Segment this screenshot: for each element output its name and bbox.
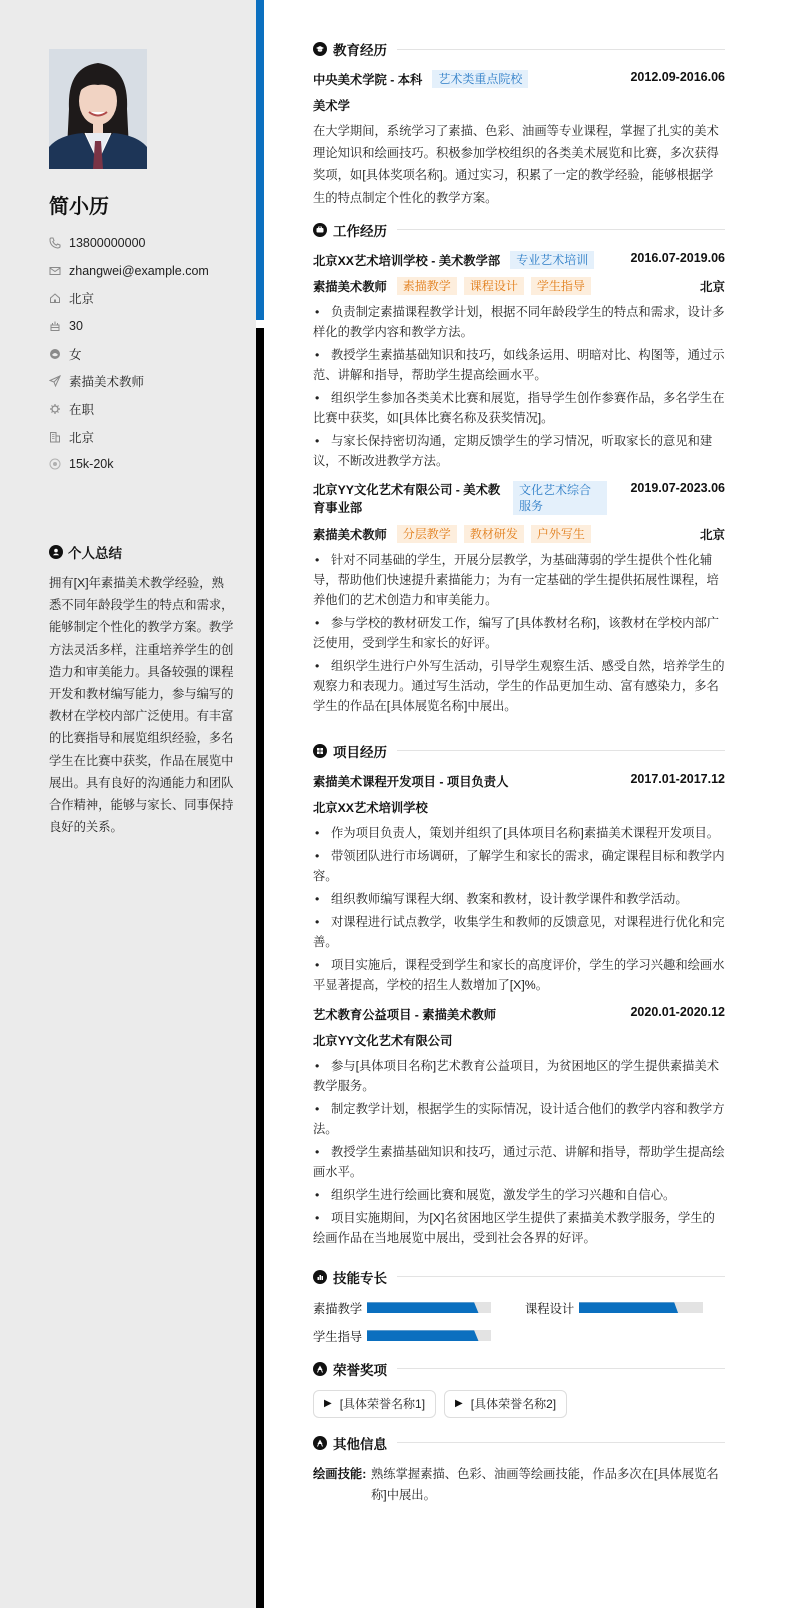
honors-heading (313, 1358, 725, 1380)
project-entry (313, 772, 725, 995)
honors-title: 荣誉奖项 (333, 1362, 387, 1378)
job-date: 2016.07-2019.06 (630, 250, 725, 265)
position-value: 素描美术教师 (69, 375, 145, 390)
project-name: 素描美术课程开发项目 - 项目负责人 (313, 774, 509, 789)
info-icon (313, 1436, 327, 1450)
skill-label: 学生指导 (313, 1329, 363, 1344)
skill-bar (579, 1302, 703, 1313)
section-rule (397, 49, 725, 50)
gender-icon (49, 348, 61, 360)
age-icon (49, 320, 61, 332)
play-triangle-icon: ▶ (455, 1398, 463, 1410)
list-item: • 参与[具体项目名称]艺术教育公益项目，为贫困地区的学生提供素描美术教学服务。 (313, 1056, 725, 1096)
home-icon (49, 292, 61, 304)
other-section (313, 1432, 725, 1506)
status-value: 在职 (69, 402, 95, 417)
gender-value: 女 (69, 347, 82, 362)
major: 美术学 (313, 99, 350, 113)
play-triangle-icon: ▶ (324, 1398, 332, 1410)
email-value: zhangwei@example.com (69, 263, 209, 278)
list-item: • 组织学生参加各类美术比赛和展览，指导学生创作参赛作品，多名学生在比赛中获奖，如[具体比赛名称及获奖情况]。 (313, 388, 725, 428)
skill-tag: 户外写生 (531, 525, 591, 543)
skill-bar (367, 1330, 491, 1341)
accent-divider (256, 0, 264, 320)
candidate-name: 简小历 (49, 196, 109, 218)
job-location: 北京 (699, 527, 725, 542)
list-item: • 教授学生素描基础知识和技巧，如线条运用、明暗对比、构图等，通过示范、讲解和指导，帮助学生提高绘画水平。 (313, 345, 725, 385)
project-date: 2017.01-2017.12 (630, 771, 725, 786)
skill-bar-fill (579, 1302, 678, 1313)
salary-value: 15k-20k (69, 457, 114, 472)
info-position (49, 367, 209, 395)
skill-tag: 课程设计 (464, 277, 524, 295)
other-label: 绘画技能: (313, 1466, 367, 1481)
skill-item (313, 1326, 525, 1346)
section-rule (397, 1442, 725, 1443)
list-item: • 针对不同基础的学生，开展分层教学，为基础薄弱的学生提供个性化辅导，帮助他们快速提升素描能力；为有一定基础的学生提供拓展性课程，培养他们的艺术创造力和审美能力。 (313, 550, 725, 610)
education-section (313, 38, 725, 209)
phone-icon (49, 237, 61, 249)
section-rule (397, 750, 725, 751)
job-date: 2019.07-2023.06 (630, 480, 725, 495)
work-city-value: 北京 (69, 430, 95, 445)
job-entry (313, 251, 725, 471)
info-status (49, 395, 209, 423)
list-item: • 制定教学计划，根据学生的实际情况，设计适合他们的教学内容和教学方法。 (313, 1099, 725, 1139)
company-tag: 专业艺术培训 (510, 251, 594, 269)
project-header-row (313, 772, 725, 790)
skill-item (525, 1298, 725, 1318)
main-content (313, 38, 725, 1506)
project-grid-icon (313, 744, 327, 758)
summary-heading (49, 542, 122, 562)
honor-chip[interactable] (313, 1390, 436, 1418)
project-entry (313, 1005, 725, 1248)
send-icon (49, 375, 61, 387)
skill-label: 课程设计 (525, 1301, 575, 1316)
work-section (313, 219, 725, 716)
project-org: 北京YY文化艺术有限公司 (313, 1033, 453, 1048)
section-rule (397, 229, 725, 230)
education-description: 在大学期间，系统学习了素描、色彩、油画等专业课程，掌握了扎实的美术理论知识和绘画技巧。积极参加学校组织的各类美术展览和比赛，多次获得奖项，如[具体奖项名称]。通过实习，积累了一定的教学经验，能够根据学生的特点制定个性化的教学方案。 (313, 124, 719, 205)
building-icon (49, 431, 61, 443)
skills-grid (313, 1298, 725, 1346)
projects-section (313, 740, 725, 1248)
list-item: • 负责制定素描课程教学计划，根据不同年龄段学生的特点和需求，设计多样化的教学内容和教学方法。 (313, 302, 725, 342)
honors-section (313, 1358, 725, 1418)
work-heading (313, 219, 725, 241)
list-item: • 组织学生进行户外写生活动，引导学生观察生活、感受自然，培养学生的观察力和表现力。通过写生活动，学生的作品更加生动、富有感染力，多名学生的作品在[具体展览名称]中展出。 (313, 656, 725, 716)
info-gender (49, 340, 209, 368)
job-location: 北京 (699, 279, 725, 294)
phone-value: 13800000000 (69, 235, 146, 250)
job-header-row (313, 481, 725, 517)
projects-title: 项目经历 (333, 744, 387, 760)
company-tag: 文化艺术综合服务 (513, 481, 607, 515)
mail-icon (49, 265, 61, 277)
project-header-row (313, 1005, 725, 1023)
skill-label: 素描教学 (313, 1301, 363, 1316)
info-phone (49, 229, 209, 257)
status-icon (49, 403, 61, 415)
dark-divider (256, 328, 264, 1608)
list-item: • 带领团队进行市场调研，了解学生和家长的需求，确定课程目标和教学内容。 (313, 846, 725, 886)
bar-chart-icon (313, 1270, 327, 1284)
skill-tag: 教材研发 (464, 525, 524, 543)
section-rule (397, 1368, 725, 1369)
info-city (49, 284, 209, 312)
skills-title: 技能专长 (333, 1270, 387, 1286)
job-role: 素描美术教师 (313, 527, 387, 542)
job-role-row (313, 277, 725, 295)
project-name: 艺术教育公益项目 - 素描美术教师 (313, 1007, 497, 1022)
list-item: • 参与学校的教材研发工作，编写了[具体教材名称]，该教材在学校内部广泛使用，受到学生和家长的好评。 (313, 613, 725, 653)
skill-bar-fill (367, 1302, 479, 1313)
skills-section (313, 1266, 725, 1346)
work-title: 工作经历 (333, 223, 387, 239)
list-item: • 教授学生素描基础知识和技巧，通过示范、讲解和指导，帮助学生提高绘画水平。 (313, 1142, 725, 1182)
other-heading (313, 1432, 725, 1454)
other-value: 熟练掌握素描、色彩、油画等绘画技能，作品多次在[具体展览名称]中展出。 (371, 1466, 719, 1502)
list-item: • 对课程进行试点教学，收集学生和教师的反馈意见，对课程进行优化和完善。 (313, 912, 725, 952)
sidebar (0, 0, 256, 1608)
briefcase-icon (313, 223, 327, 237)
skill-tag: 素描教学 (397, 277, 457, 295)
avatar (49, 49, 147, 169)
education-date: 2012.09-2016.06 (630, 70, 725, 84)
company-name: 北京YY文化艺术有限公司 - 美术教育事业部 (313, 482, 501, 515)
skills-heading (313, 1266, 725, 1288)
summary-text: 拥有[X]年素描美术教学经验，熟悉不同年龄段学生的特点和需求，能够制定个性化的教学方案。教学方法灵活多样，注重培养学生的创造力和审美能力。具备较强的课程开发和教材编写能力，参与编写的教材在学校内部广泛使用。有丰富的比赛指导和展览组织经验，多名学生在比赛中获奖，作品在展览中展出。具有良好的沟通能力和团队合作精神，能够与家长、同事保持良好的关系。 (49, 576, 234, 835)
other-item (313, 1464, 725, 1506)
job-header-row (313, 251, 725, 269)
info-email (49, 257, 209, 285)
list-item: • 与家长保持密切沟通，定期反馈学生的学习情况，听取家长的意见和建议，不断改进教学方法。 (313, 431, 725, 471)
honor-label: [具体荣誉名称1] (339, 1397, 426, 1412)
list-item: • 项目实施期间，为[X]名贫困地区学生提供了素描美术教学服务，学生的绘画作品在当地展览中展出，受到社会各界的好评。 (313, 1208, 725, 1248)
skill-bar (367, 1302, 491, 1313)
skill-tag: 学生指导 (531, 277, 591, 295)
job-bullets (313, 550, 725, 716)
summary-title: 个人总结 (68, 546, 122, 561)
age-value: 30 (69, 318, 83, 333)
project-bullets (313, 1056, 725, 1248)
contact-info-list (49, 229, 209, 478)
education-header-row (313, 70, 725, 88)
other-title: 其他信息 (333, 1436, 387, 1452)
honor-chip[interactable] (444, 1390, 567, 1418)
projects-heading (313, 740, 725, 762)
job-entry (313, 481, 725, 716)
education-title: 教育经历 (333, 43, 387, 58)
job-bullets (313, 302, 725, 471)
honors-list (313, 1390, 725, 1418)
list-item: • 组织教师编写课程大纲、教案和教材，设计教学课件和教学活动。 (313, 889, 725, 909)
info-salary (49, 451, 209, 479)
education-heading (313, 38, 725, 60)
project-date: 2020.01-2020.12 (630, 1004, 725, 1019)
project-org: 北京XX艺术培训学校 (313, 800, 428, 815)
city-value: 北京 (69, 292, 95, 307)
job-role: 素描美术教师 (313, 279, 387, 294)
skill-bar-fill (367, 1330, 479, 1341)
project-bullets (313, 823, 725, 995)
info-age (49, 312, 209, 340)
list-item: • 项目实施后，课程受到学生和家长的高度评价，学生的学习兴趣和绘画水平显著提高，学校的招生人数增加了[X]%。 (313, 955, 725, 995)
company-name: 北京XX艺术培训学校 - 美术教学部 (313, 253, 501, 268)
award-icon (313, 1362, 327, 1376)
honor-label: [具体荣誉名称2] (470, 1397, 557, 1412)
school-tag: 艺术类重点院校 (432, 70, 528, 88)
skill-tag: 分层教学 (397, 525, 457, 543)
salary-icon (49, 458, 61, 470)
list-item: • 组织学生进行绘画比赛和展览，激发学生的学习兴趣和自信心。 (313, 1185, 725, 1205)
skill-item (313, 1298, 525, 1318)
job-role-row (313, 525, 725, 543)
school-name: 中央美术学院 - 本科 (313, 73, 423, 87)
graduation-cap-icon (313, 42, 327, 56)
list-item: • 作为项目负责人，策划并组织了[具体项目名称]素描美术课程开发项目。 (313, 823, 725, 843)
section-rule (397, 1276, 725, 1277)
info-work-city (49, 423, 209, 451)
user-icon (49, 545, 63, 559)
